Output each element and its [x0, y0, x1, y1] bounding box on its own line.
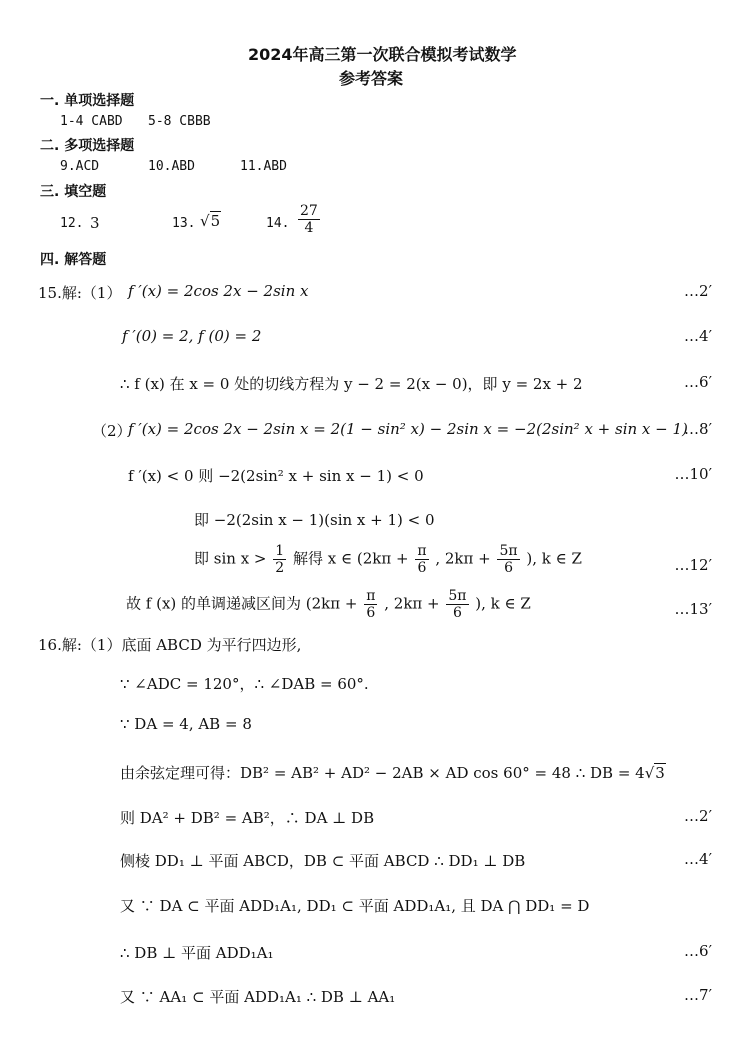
- p15-line7-part-a: 即 sin x >: [194, 549, 267, 568]
- p16-line6: 又 ∵ DA ⊂ 平面 ADD₁A₁, DD₁ ⊂ 平面 ADD₁A₁, 且 DA ⋂ DD₁ = D: [120, 897, 590, 915]
- p16-score7: …6′: [684, 942, 712, 960]
- frac-half-den: 2: [275, 560, 285, 576]
- p16-line4: 则 DA² + DB² = AB²，∴ DA ⊥ DB: [120, 809, 375, 827]
- p15-score5: …10′: [674, 465, 712, 483]
- answer-5-8: 5-8 CBBB: [148, 114, 211, 129]
- frac-5pi6-num-2: 5π: [448, 588, 467, 604]
- question-13-label: 13.: [172, 216, 196, 231]
- answer-11: 11.ABD: [240, 159, 287, 174]
- p16-line1: ∵ ∠ADC = 120°，∴ ∠DAB = 60°.: [120, 675, 369, 693]
- frac-5pi6-den: 6: [504, 560, 513, 576]
- answer-9: 9.ACD: [60, 159, 100, 174]
- p15-line7-part-b: 解得 x ∈ (2kπ +: [292, 549, 409, 568]
- p15-line2: f ′(0) = 2, f (0) = 2: [122, 327, 262, 345]
- answer-1-4: 1-4 CABD: [60, 114, 123, 129]
- p15-score8: …13′: [674, 600, 712, 618]
- answer-13-radicand: 5: [210, 212, 221, 230]
- answer-14-denominator: 4: [304, 220, 314, 236]
- p15-score2: …4′: [684, 327, 712, 345]
- question-12-label: 12.: [60, 216, 84, 231]
- p15-line5: f ′(x) < 0 则 −2(2sin² x + sin x − 1) < 0: [128, 467, 424, 485]
- p15-line8-part-b: , 2kπ +: [384, 594, 440, 613]
- section-4-heading: 四. 解答题: [40, 252, 107, 268]
- page-subtitle: 参考答案: [339, 69, 404, 88]
- p15-line8-part-c: ), k ∈ Z: [475, 594, 531, 613]
- p16-line8: 又 ∵ AA₁ ⊂ 平面 ADD₁A₁ ∴ DB ⊥ AA₁: [120, 988, 396, 1006]
- p15-line4: f ′(x) = 2cos 2x − 2sin x = 2(1 − sin² x) − 2sin x = −2(2sin² x + sin x − 1): [128, 420, 688, 438]
- p16-line3-text: 由余弦定理可得：DB² = AB² + AD² − 2AB × AD cos 60° = 48 ∴ DB = 4: [120, 764, 645, 782]
- p15-line7-part-c: , 2kπ +: [435, 549, 491, 568]
- p16-line2: ∵ DA = 4, AB = 8: [120, 715, 252, 733]
- p15-line7-part-d: ), k ∈ Z: [526, 549, 582, 568]
- p16-line3-radicand: 3: [655, 764, 665, 782]
- section-1-heading: 一. 单项选择题: [40, 93, 135, 109]
- answer-13: √5: [200, 212, 221, 230]
- p15-line8-part-a: 故 f (x) 的单调递减区间为 (2kπ +: [126, 594, 358, 613]
- p16-score8: …7′: [684, 986, 712, 1004]
- p16-score5: …4′: [684, 850, 712, 868]
- answer-12: 3: [90, 214, 100, 232]
- p15-line3: ∴ f (x) 在 x = 0 处的切线方程为 y − 2 = 2(x − 0)，即 y = 2x + 2: [120, 375, 583, 393]
- answer-14-numerator: 27: [300, 203, 318, 219]
- p15-score1: …2′: [684, 282, 712, 300]
- frac-pi6-den: 6: [417, 560, 427, 576]
- problem-15-label: 15.解:（1）: [38, 284, 122, 302]
- p15-line1: f ′(x) = 2cos 2x − 2sin x: [128, 282, 309, 300]
- p16-line7: ∴ DB ⊥ 平面 ADD₁A₁: [120, 944, 274, 962]
- frac-5pi6-num: 5π: [499, 543, 518, 559]
- p15-score7: …12′: [674, 556, 712, 574]
- page-title: 2024年高三第一次联合模拟考试数学: [248, 45, 517, 64]
- p15-line6: 即 −2(2sin x − 1)(sin x + 1) < 0: [194, 511, 435, 529]
- frac-pi6-den-2: 6: [366, 605, 376, 621]
- answer-14: [296, 203, 322, 236]
- section-2-heading: 二. 多项选择题: [40, 138, 135, 154]
- frac-pi6-num-2: π: [366, 588, 376, 604]
- problem-16-label: 16.解:（1）底面 ABCD 为平行四边形,: [38, 636, 302, 654]
- p16-line3: 由余弦定理可得：DB² = AB² + AD² − 2AB × AD cos 60° = 48 ∴ DB = 4√3: [120, 764, 665, 782]
- section-3-heading: 三. 填空题: [40, 184, 107, 200]
- question-14-label: 14.: [266, 216, 290, 231]
- p15-part2-label: （2）: [92, 422, 132, 440]
- p15-score4: …8′: [684, 420, 712, 438]
- p16-score4: …2′: [684, 807, 712, 825]
- answer-10: 10.ABD: [148, 159, 195, 174]
- p15-score3: …6′: [684, 373, 712, 391]
- p15-line8: [126, 588, 531, 621]
- frac-half-num: 1: [275, 543, 285, 559]
- frac-pi6-num: π: [417, 543, 427, 559]
- p16-line5: 侧棱 DD₁ ⊥ 平面 ABCD，DB ⊂ 平面 ABCD ∴ DD₁ ⊥ DB: [120, 852, 526, 870]
- p15-line7: [194, 543, 582, 576]
- frac-5pi6-den-2: 6: [452, 605, 462, 621]
